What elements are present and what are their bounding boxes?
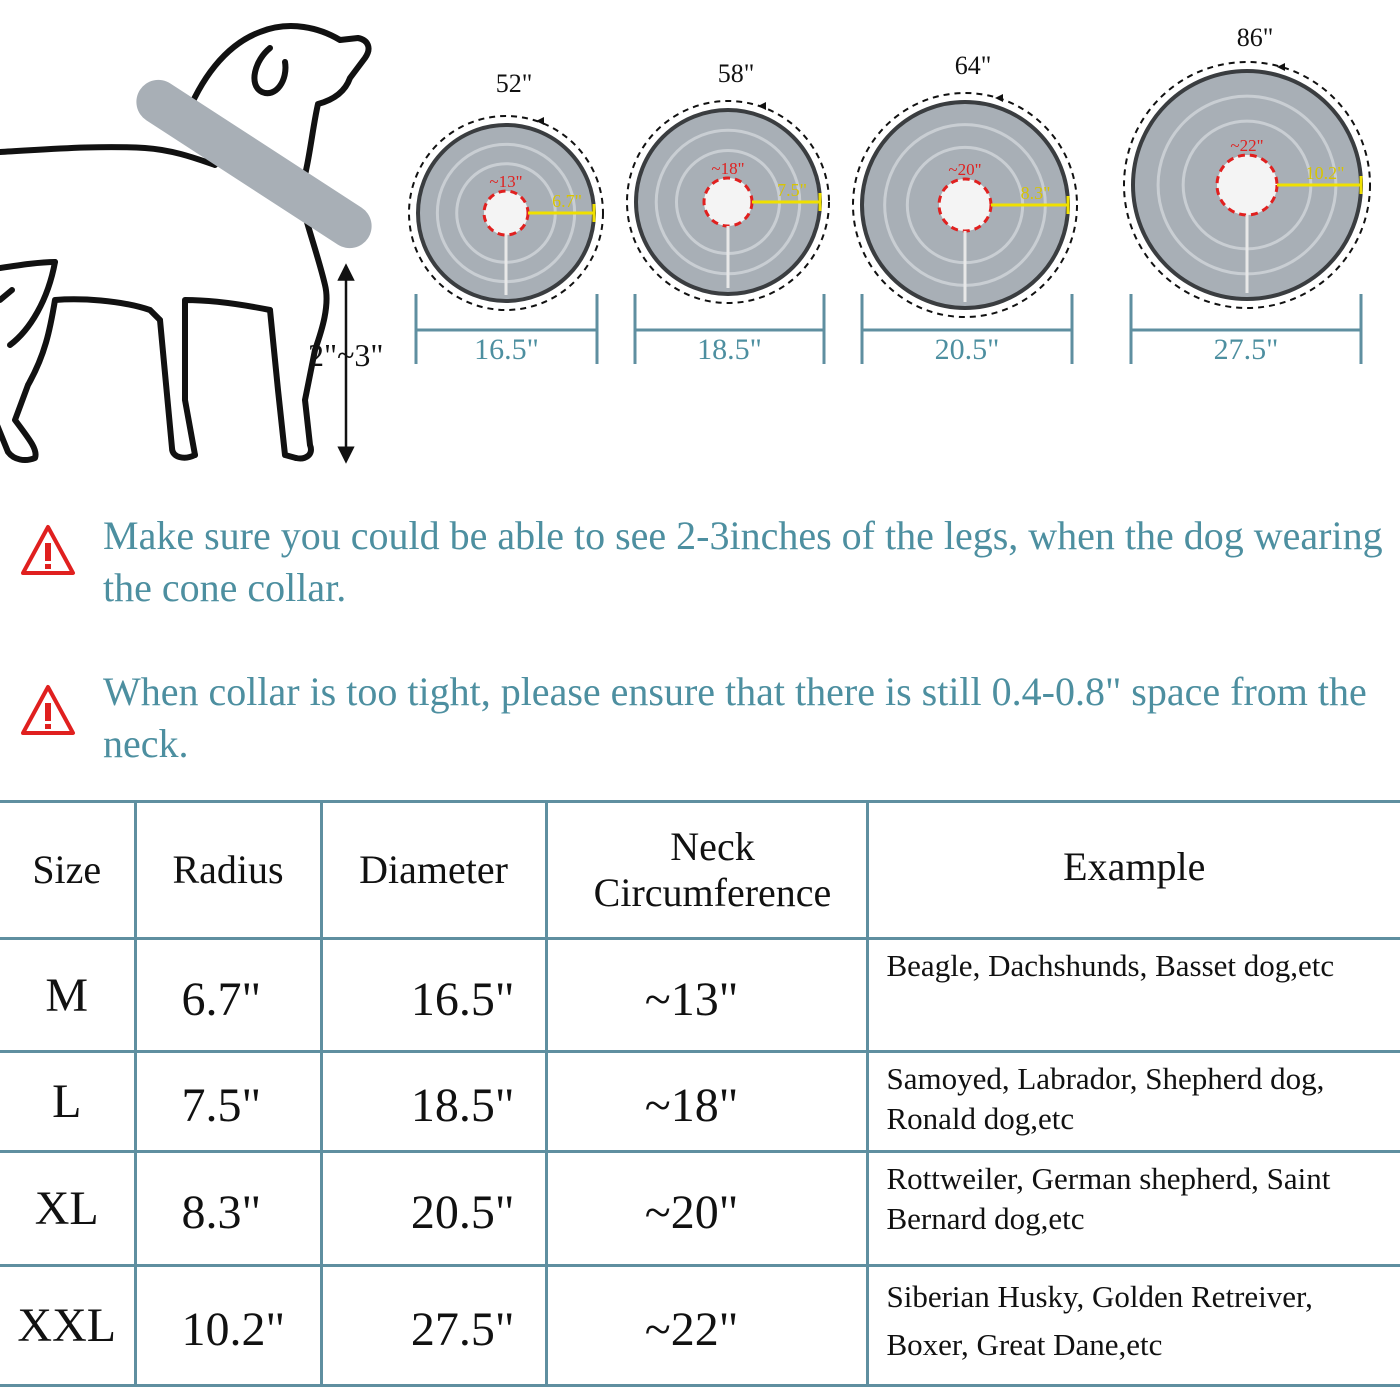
diameter-label: 18.5" bbox=[697, 333, 762, 366]
neck-cell: ~20" bbox=[546, 1152, 867, 1266]
cone-diagram bbox=[853, 51, 1077, 366]
circumference-arrow bbox=[536, 117, 544, 125]
diameter-label: 20.5" bbox=[934, 333, 1000, 366]
radius-label: 8.3" bbox=[1020, 183, 1051, 203]
warning-triangle-icon bbox=[20, 682, 76, 738]
radius-cell: 6.7" bbox=[135, 939, 321, 1052]
neck-cell: ~13" bbox=[546, 939, 867, 1052]
size-chart-table bbox=[0, 800, 1400, 1387]
neck-label: ~18" bbox=[711, 159, 745, 178]
example-cell: Siberian Husky, Golden Retreiver, Boxer, Great Dane,etc bbox=[867, 1266, 1400, 1386]
radius-cell: 8.3" bbox=[135, 1152, 321, 1266]
diameter-label: 27.5" bbox=[1213, 333, 1279, 366]
size-cell: M bbox=[0, 939, 135, 1052]
leg-gap-label: 2"~3" bbox=[308, 337, 384, 373]
example-cell: Rottweiler, German shepherd, Saint Bernard dog,etc bbox=[867, 1152, 1400, 1266]
neck-label: ~22" bbox=[1230, 136, 1264, 155]
collar-size-illustration bbox=[0, 0, 1400, 470]
circumference-label: 58" bbox=[717, 59, 755, 88]
radius-label: 7.5" bbox=[777, 180, 807, 200]
circumference-label: 52" bbox=[495, 69, 533, 98]
dog-outline-icon bbox=[0, 26, 369, 460]
example-cell: Samoyed, Labrador, Shepherd dog, Ronald dog,etc bbox=[867, 1052, 1400, 1152]
neck-cell: ~22" bbox=[546, 1266, 867, 1386]
diameter-cell: 27.5" bbox=[321, 1266, 546, 1386]
diameter-label: 16.5" bbox=[474, 333, 539, 366]
circumference-arrow bbox=[995, 94, 1003, 102]
circumference-label: 64" bbox=[954, 51, 992, 80]
header-neck-circumference: Neck Circumference bbox=[546, 802, 867, 939]
neck-cell: ~18" bbox=[546, 1052, 867, 1152]
cone-collar-diagrams bbox=[409, 23, 1370, 366]
circumference-arrow bbox=[758, 102, 766, 110]
table-row bbox=[0, 1052, 1400, 1152]
table-header-row bbox=[0, 802, 1400, 939]
diameter-cell: 16.5" bbox=[321, 939, 546, 1052]
warning-triangle-icon bbox=[20, 522, 76, 578]
table-row bbox=[0, 939, 1400, 1052]
neck-label: ~20" bbox=[948, 160, 982, 179]
table-row bbox=[0, 1152, 1400, 1266]
diameter-cell: 20.5" bbox=[321, 1152, 546, 1266]
example-cell: Beagle, Dachshunds, Basset dog,etc bbox=[867, 939, 1400, 1052]
size-cell: L bbox=[0, 1052, 135, 1152]
radius-label: 6.7" bbox=[552, 191, 582, 211]
circumference-arrow bbox=[1277, 63, 1285, 71]
header-diameter: Diameter bbox=[321, 802, 546, 939]
radius-label: 10.2" bbox=[1305, 163, 1345, 183]
note-text-tight: When collar is too tight, please ensure that there is still 0.4-0.8" space from the neck. bbox=[103, 669, 1367, 766]
header-size: Size bbox=[0, 802, 135, 939]
cone-diagram bbox=[1124, 23, 1370, 366]
radius-cell: 10.2" bbox=[135, 1266, 321, 1386]
table-row bbox=[0, 1266, 1400, 1386]
size-cell: XL bbox=[0, 1152, 135, 1266]
neck-label: ~13" bbox=[489, 172, 523, 191]
cone-diagram bbox=[627, 59, 829, 366]
neck-opening bbox=[1217, 155, 1277, 215]
header-example: Example bbox=[867, 802, 1400, 939]
cone-diagram bbox=[409, 69, 603, 366]
radius-cell: 7.5" bbox=[135, 1052, 321, 1152]
header-radius: Radius bbox=[135, 802, 321, 939]
note-text-legs: Make sure you could be able to see 2-3inches of the legs, when the dog wearing the cone collar. bbox=[103, 513, 1383, 610]
diameter-cell: 18.5" bbox=[321, 1052, 546, 1152]
circumference-label: 86" bbox=[1236, 23, 1274, 52]
collar-strip bbox=[128, 71, 380, 256]
size-cell: XXL bbox=[0, 1266, 135, 1386]
